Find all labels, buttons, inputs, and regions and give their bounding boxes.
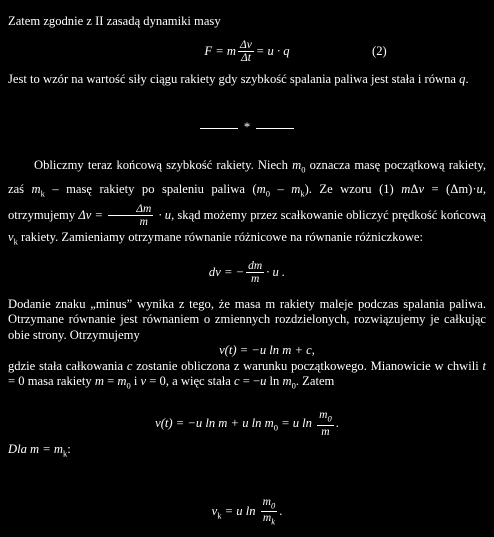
intro-line: Zatem zgodnie z II zasadą dynamiki masy <box>8 14 221 28</box>
equation-dv: dv = − $\frac{dm}{m}$ · u . <box>208 260 286 286</box>
eq2-lhs: F = m <box>204 44 237 58</box>
paragraph-3: Dodanie znaku „minus” wynika z tego, że masa m rakiety maleje podczas spalania paliwa. Otrzymane równanie jest równaniem o zmiennych rozdzielonych, rozwiązujemy je całkując obie strony. Otrzymujemy <box>8 297 486 342</box>
paragraph-1: Jest to wzór na wartość siły ciągu rakiety gdy szybkość spalania paliwa jest stała i równa q. <box>8 72 469 86</box>
equation-vfull: v(t) = −u ln m + u $\ln m_0 = u$ ln $\frac{m_0}{m}$ . <box>155 409 339 438</box>
para2-fraction: $\frac{\Delta m}{m}$ <box>108 204 153 228</box>
eq2-fraction: $\frac{\Delta v}{\Delta t}$ <box>240 39 252 65</box>
eq2-rhs: = u · q <box>255 44 290 58</box>
equation-final: $v_k = u$ ln $\frac{m_0}{m_k}$ . <box>211 495 283 527</box>
section-separator <box>8 120 486 135</box>
equation-vt: v(t) = −u ln m + c, <box>219 343 315 357</box>
equation-number-2: (2) <box>372 44 387 58</box>
separator-rule-left <box>200 128 238 129</box>
eq-dv-fraction: $\frac{dm}{m}$ <box>248 260 263 286</box>
paragraph-2: Obliczmy teraz końcową szybkość rakiety. Niech $m_0$ oznacza masę początkową rakiety, zaś $m_k$ – masę rakiety po spaleniu paliwa $(m_0 - m_k)$. Ze wzoru (1) mΔv = (Δm)·u, otrzymujemy Δv = $\frac{\Delta m}{m}$ · u, skąd możemy przez scałkowanie obliczyć prędkość końcową $v_k$ rakiety. Zamieniamy otrzymane równanie różnicowe na równanie różniczkowe: <box>8 158 487 247</box>
separator-rule-right <box>256 128 294 129</box>
equation-2 <box>8 37 486 65</box>
eq-final-fraction: $\frac{m_0}{m_k}$ <box>262 495 276 527</box>
separator-star: * <box>243 120 251 134</box>
paragraph-4: gdzie stała całkowania c zostanie obliczona z warunku początkowego. Mianowicie w chwili t = 0 masa rakiety $m = m_0$ i v = 0, a więc stała c = −u $\ln m_0$. Zatem <box>8 359 486 391</box>
paragraph-5: Dla $m = m_k$: <box>8 442 71 459</box>
eq-vfull-fraction: $\frac{m_0}{m}$ <box>319 409 332 438</box>
